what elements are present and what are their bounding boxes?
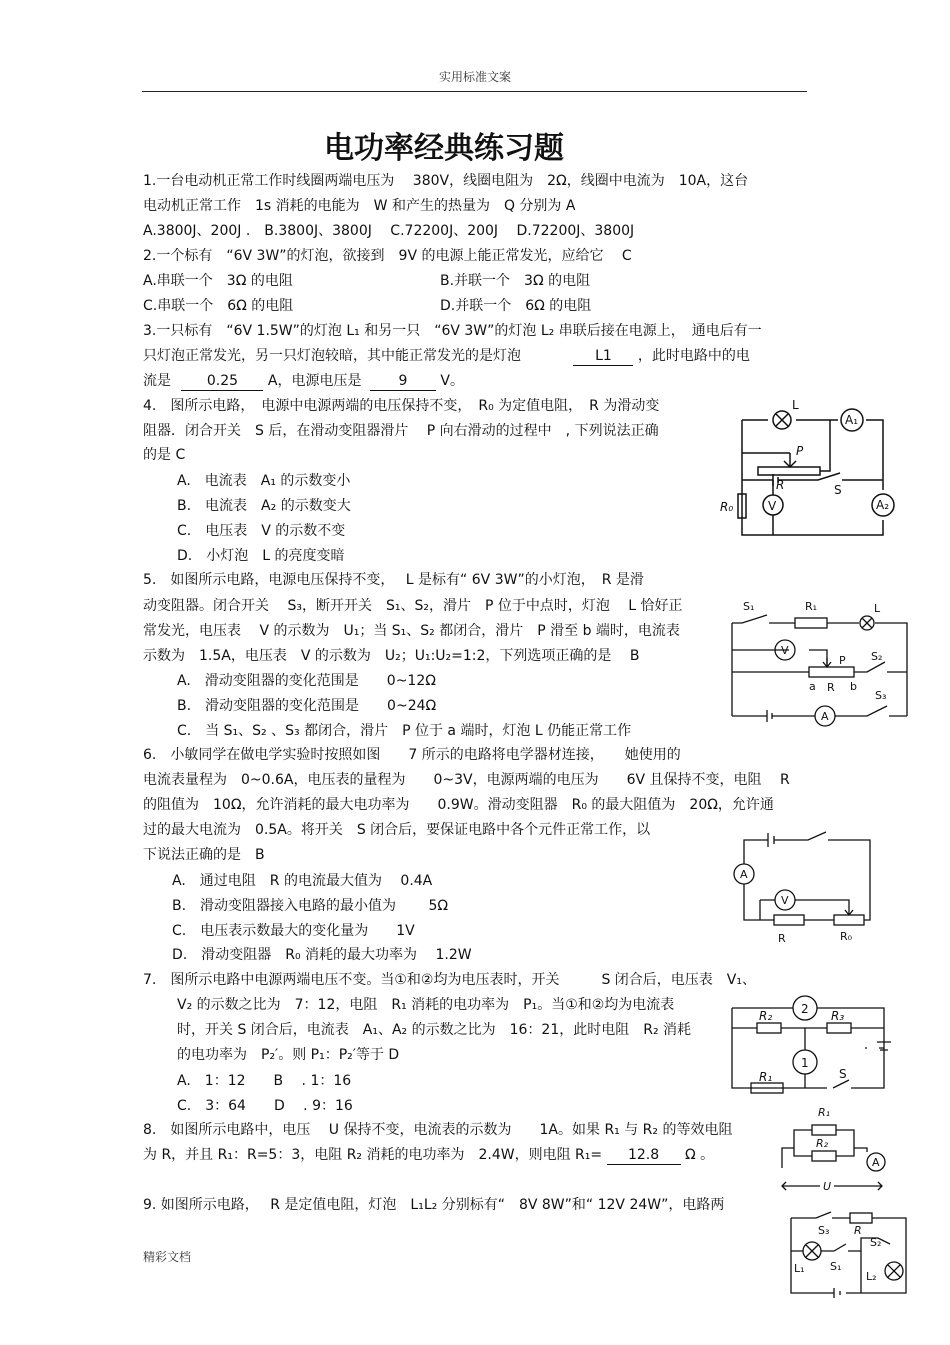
q3-answer-voltage: 9 bbox=[370, 372, 436, 391]
label-r: R bbox=[778, 932, 786, 945]
q3-text-d: A，电源电压是 bbox=[267, 373, 362, 389]
label-p: P bbox=[796, 444, 804, 458]
label-s1: S₁ bbox=[743, 600, 755, 613]
label-r2: R₂ bbox=[816, 1137, 829, 1150]
label-s: S bbox=[839, 1067, 847, 1081]
label-a: A bbox=[872, 1156, 880, 1169]
q3-text-a: 只灯泡正常发光，另一只灯泡较暗，其中能正常发光的是灯泡 bbox=[143, 348, 521, 364]
q2-option-a: A.串联一个 3Ω 的电阻 bbox=[143, 273, 293, 289]
label-r1: R₁ bbox=[759, 1070, 773, 1084]
label-r1: R₁ bbox=[818, 1106, 831, 1119]
q4-option-a: A. 电流表 A₁ 的示数变小 bbox=[177, 473, 351, 489]
q8-line-2 bbox=[143, 1146, 714, 1165]
q7-line-4: 的电功率为 P₂′。则 P₁：P₂′等于 D bbox=[177, 1047, 400, 1063]
label-r1: R₁ bbox=[805, 600, 818, 613]
q6-line-1: 6. 小敏同学在做电学实验时按照如图 7 所示的电路将电学器材连接， 她使用的 bbox=[143, 747, 681, 763]
label-1: 1 bbox=[801, 1056, 809, 1070]
label-s3: S₃ bbox=[875, 689, 887, 702]
q7-line-3: 时，开关 S 闭合后，电流表 A₁、A₂ 的示数之比为 16：21，此时电阻 R₂ 消耗 bbox=[177, 1022, 692, 1038]
q2-option-d: D.并联一个 6Ω 的电阻 bbox=[440, 298, 592, 314]
q5-line-1: 5. 如图所示电路，电源电压保持不变， L 是标有“ 6V 3W”的小灯泡， R 是滑 bbox=[143, 572, 644, 588]
label-a: A bbox=[740, 868, 748, 881]
q3-answer-lamp: L1 bbox=[573, 347, 633, 366]
q7-line-2: V₂ 的示数之比为 7：12，电阻 R₁ 消耗的电功率为 P₁。当①和②均为电流表 bbox=[177, 997, 675, 1013]
page-header: 实用标准文案 bbox=[438, 70, 511, 84]
q8-answer-r1: 12.8 bbox=[607, 1146, 681, 1165]
label-r: R bbox=[854, 1224, 862, 1237]
label-s1: S₁ bbox=[830, 1260, 842, 1273]
q8-text-a: 为 R，并且 R₁：R=5：3，电阻 R₂ 消耗的电功率为 2.4W，则电阻 R₁= bbox=[143, 1147, 603, 1163]
label-r: R bbox=[827, 681, 835, 694]
q7-options-cd: C. 3：64 D . 9：16 bbox=[177, 1098, 353, 1114]
q5-line-3: 常发光，电压表 V 的示数为 U₁；当 S₁、S₂ 都闭合，滑片 P 滑至 b 端时，电流表 bbox=[143, 623, 680, 639]
q5-option-a: A. 滑动变阻器的变化范围是 0~12Ω bbox=[177, 673, 436, 689]
label-ammeter: A bbox=[821, 710, 829, 723]
page-title: 电功率经典练习题 bbox=[324, 131, 564, 166]
q6-line-5: 下说法正确的是 B bbox=[143, 847, 265, 863]
q2-stem: 2.一个标有 “6V 3W”的灯泡，欲接到 9V 的电源上能正常发光，应给它 C bbox=[143, 248, 632, 264]
q3-text-c: 流是 bbox=[143, 373, 171, 389]
q6-line-2: 电流表量程为 0~0.6A，电压表的量程为 0~3V，电源两端的电压为 6V 且保持不变，电阻 R bbox=[143, 772, 790, 788]
q4-line-2: 阻器．闭合开关 S 后，在滑动变阻器滑片 P 向右滑动的过程中 , 下列说法正确 bbox=[143, 423, 659, 439]
q7-line-1: 7. 图所示电路中电源两端电压不变。当①和②均为电压表时，开关 S 闭合后，电压表 V₁、 bbox=[143, 972, 756, 988]
q6-option-c: C. 电压表示数最大的变化量为 1V bbox=[172, 923, 415, 939]
circuit-diagram-q5 bbox=[727, 598, 912, 723]
circuit-diagram-q7 bbox=[727, 990, 907, 1102]
label-p: P bbox=[839, 654, 846, 667]
q3-text-e: V。 bbox=[440, 373, 464, 389]
q3-line-3 bbox=[143, 372, 464, 391]
label-l: L bbox=[874, 602, 881, 615]
label-a1: A₁ bbox=[845, 413, 859, 427]
q2-option-c: C.串联一个 6Ω 的电阻 bbox=[143, 298, 294, 314]
q3-line-2 bbox=[143, 347, 750, 366]
label-v: V bbox=[781, 894, 789, 907]
q5-option-b: B. 滑动变阻器的变化范围是 0~24Ω bbox=[177, 698, 437, 714]
q4-line-3: 的是 C bbox=[143, 447, 186, 463]
label-v: V bbox=[781, 644, 789, 657]
label-r0: R₀ bbox=[720, 500, 734, 514]
label-l: L bbox=[792, 398, 799, 412]
circuit-diagram-q6 bbox=[730, 822, 880, 947]
label-2: 2 bbox=[801, 1002, 809, 1016]
label-v: V bbox=[768, 499, 777, 513]
q1-line-1: 1.一台电动机正常工作时线圈两端电压为 380V，线圈电阻为 2Ω，线圈中电流为 10A，这台 bbox=[143, 173, 749, 189]
q5-line-2: 动变阻器。闭合开关 S₃，断开开关 S₁、S₂，滑片 P 位于中点时，灯泡 L 恰好正 bbox=[143, 598, 683, 614]
q4-line-1: 4. 图所示电路， 电源中电源两端的电压保持不变， R₀ 为定值电阻， R 为滑动变 bbox=[143, 398, 660, 414]
q1-options: A.3800J、200J . B.3800J、3800J C.72200J、200J D.72200J、3800J bbox=[143, 223, 635, 239]
label-s2: S₂ bbox=[870, 1236, 882, 1249]
label-r0: R₀ bbox=[840, 930, 853, 943]
q3-text-b: ，此时电路中的电 bbox=[637, 348, 750, 364]
label-b: b bbox=[850, 680, 857, 693]
circuit-diagram-q9 bbox=[786, 1208, 914, 1300]
q6-option-d: D. 滑动变阻器 R₀ 消耗的最大功率为 1.2W bbox=[172, 947, 472, 963]
label-r2: R₂ bbox=[759, 1009, 773, 1023]
q5-line-4: 示数为 1.5A，电压表 V 的示数为 U₂；U₁:U₂=1:2，下列选项正确的是 B bbox=[143, 648, 640, 664]
label-l1: L₁ bbox=[794, 1262, 805, 1275]
q5-option-c: C. 当 S₁、S₂ 、S₃ 都闭合，滑片 P 位于 a 端时，灯泡 L 仍能正常工作 bbox=[177, 723, 632, 739]
q6-line-3: 的阻值为 10Ω，允许消耗的最大电功率为 0.9W。滑动变阻器 R₀ 的最大阻值为 20Ω，允许通 bbox=[143, 797, 774, 813]
circuit-diagram-q4 bbox=[718, 395, 898, 555]
q6-option-b: B. 滑动变阻器接入电路的最小值为 5Ω bbox=[172, 898, 449, 914]
q4-option-d: D. 小灯泡 L 的亮度变暗 bbox=[177, 548, 345, 564]
q7-options-ab: A. 1：12 B . 1：16 bbox=[177, 1073, 352, 1089]
q8-line-1: 8. 如图所示电路中，电压 U 保持不变，电流表的示数为 1A。如果 R₁ 与 R₂ 的等效电阻 bbox=[143, 1122, 733, 1138]
label-r3: R₃ bbox=[831, 1009, 845, 1023]
q6-line-4: 过的最大电流为 0.5A。将开关 S 闭合后，要保证电路中各个元件正常工作，以 bbox=[143, 822, 651, 838]
label-l2: L₂ bbox=[866, 1270, 877, 1283]
q2-option-b: B.并联一个 3Ω 的电阻 bbox=[440, 273, 591, 289]
q4-option-b: B. 电流表 A₂ 的示数变大 bbox=[177, 498, 351, 514]
label-s: S bbox=[834, 483, 842, 497]
q8-text-b: Ω 。 bbox=[685, 1147, 715, 1163]
label-a2: A₂ bbox=[876, 498, 890, 512]
label-u: U bbox=[823, 1180, 832, 1193]
page-footer: 精彩文档 bbox=[143, 1250, 192, 1264]
q9-line-1: 9. 如图所示电路， R 是定值电阻，灯泡 L₁L₂ 分别标有“ 8V 8W”和“ 12V 24W”，电路两 bbox=[143, 1197, 725, 1213]
q6-option-a: A. 通过电阻 R 的电流最大值为 0.4A bbox=[172, 873, 433, 889]
circuit-diagram-q8 bbox=[772, 1100, 892, 1195]
label-a: a bbox=[809, 680, 816, 693]
q4-option-c: C. 电压表 V 的示数不变 bbox=[177, 523, 346, 539]
label-s2: S₂ bbox=[871, 650, 883, 663]
q1-line-2: 电动机正常工作 1s 消耗的电能为 W 和产生的热量为 Q 分别为 A bbox=[143, 198, 576, 214]
label-s3: S₃ bbox=[818, 1224, 830, 1237]
label-r: R bbox=[776, 478, 785, 492]
q3-line-1: 3.一只标有 “6V 1.5W”的灯泡 L₁ 和另一只 “6V 3W”的灯泡 L₂ 串联后接在电源上， 通电后有一 bbox=[143, 323, 762, 339]
header-rule bbox=[142, 91, 807, 92]
q3-answer-current: 0.25 bbox=[181, 372, 263, 391]
